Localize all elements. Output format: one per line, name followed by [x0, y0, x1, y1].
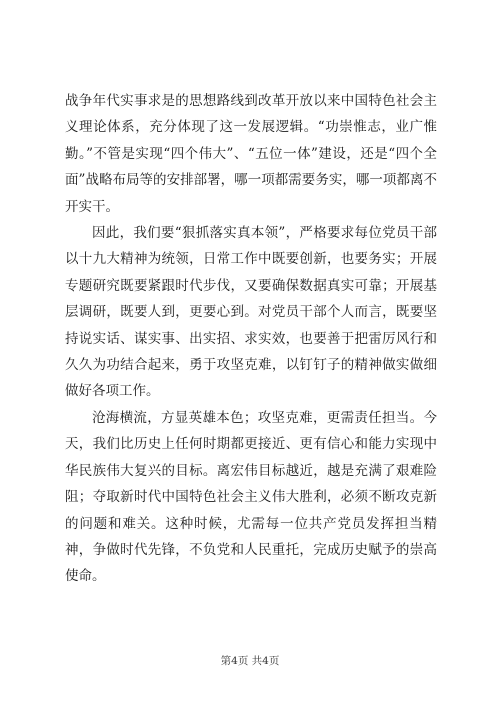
paragraph: 战争年代实事求是的思想路线到改革开放以来中国特色社会主义理论体系，充分体现了这一发展逻辑。“功崇惟志，业广惟勤。”不管是实现“四个伟大”、“五位一体”建设，还是“四个全面”战略布局等的安排部署，哪一项都需要务实，哪一项都离不开实干。 — [65, 93, 437, 215]
paragraph: 因此，我们要“狠抓落实真本领”，严格要求每位党员干部以十九大精神为统领，日常工作中既要创新，也要务实；开展专题研究既要紧跟时代步伐，又要确保数据真实可靠；开展基层调研，既要人到，更要心到。对党员干部个人而言，既要坚持说实话、谋实事、出实招、求实效，也要善于把雷厉风行和久久为功结合起来，勇于攻坚克难，以钉钉子的精神做实做细做好各项工作。 — [65, 225, 437, 400]
document-body — [65, 88, 437, 590]
page-number-footer: 第4页 共4页 — [220, 655, 280, 667]
paragraph: 沧海横流，方显英雄本色；攻坚克难，更需责任担当。今天，我们比历史上任何时期都更接近、更有信心和能力实现中华民族伟大复兴的目标。离宏伟目标越近，越是充满了艰难险阻；夺取新时代中国特色社会主义伟大胜利，必须不断攻克新的问题和难关。这种时候，尤需每一位共产党员发挥担当精神，争做时代先锋，不负党和人民重托，完成历史赋予的崇高使命。 — [65, 409, 437, 585]
